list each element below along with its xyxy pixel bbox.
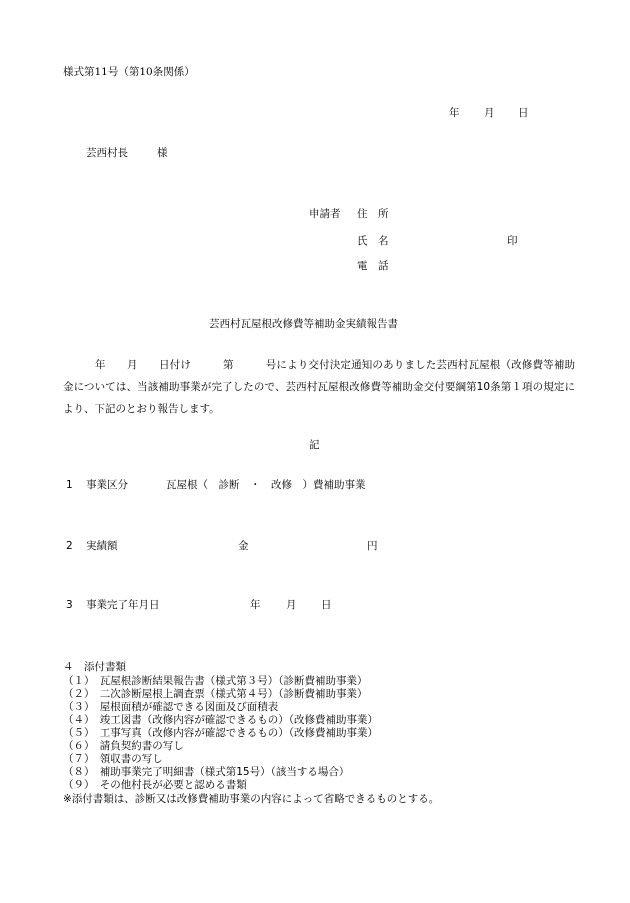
date-year: 年 bbox=[449, 107, 460, 119]
item-1-value: 瓦屋根（ 診断 ・ 改修 ）費補助事業 bbox=[166, 479, 366, 491]
body-paragraph: 年 月 日付け 第 号により交付決定通知のありました芸西村瓦屋根（改修費等補助金については、当該補助事業が完了したので、芸西村瓦屋根改修費等補助金交付要綱第10条第１項の規定により、下記のとおり報告します。 bbox=[63, 359, 575, 415]
attachment-item: （７） 領収書の写し bbox=[63, 753, 163, 765]
item-1-label: 事業区分 bbox=[86, 479, 128, 491]
attachment-item: （４） 竣工図書（改修内容が確認できるもの）（改修費補助事業） bbox=[63, 714, 378, 726]
attachment-item: （３） 屋根面積が確認できる図面及び面積表 bbox=[63, 701, 279, 713]
applicant-label: 申請者 bbox=[309, 208, 341, 220]
address-label: 住 所 bbox=[357, 208, 389, 220]
item-2-number: 2 bbox=[66, 540, 73, 552]
date-month: 月 bbox=[484, 107, 495, 119]
attachment-item: （１） 瓦屋根診断結果報告書（様式第３号）（診断費補助事業） bbox=[63, 675, 368, 687]
item-3-month: 月 bbox=[286, 599, 297, 611]
item-2-label: 実績額 bbox=[86, 540, 118, 552]
item-1-number: 1 bbox=[66, 479, 73, 491]
attachment-item: （８） 補助事業完了明細書（様式第15号）（該当する場合） bbox=[63, 766, 350, 778]
attachment-item: （６） 請負契約書の写し bbox=[63, 740, 184, 752]
attachments-note: ※添付書類は、診断又は改修費補助事業の内容によって省略できるものとする。 bbox=[63, 793, 440, 805]
attachment-item: （２） 二次診断屋根上調査票（様式第４号）（診断費補助事業） bbox=[63, 688, 368, 700]
attachment-item: （９） その他村長が必要と認める書類 bbox=[63, 779, 247, 791]
addressee-name: 芸西村長 bbox=[86, 147, 128, 159]
document-title: 芸西村瓦屋根改修費等補助金実績報告書 bbox=[209, 318, 398, 330]
addressee-honorific: 様 bbox=[157, 147, 168, 159]
item-2-kin: 金 bbox=[238, 540, 249, 552]
item-3-number: 3 bbox=[66, 599, 73, 611]
item-3-year: 年 bbox=[250, 599, 261, 611]
item-2-yen: 円 bbox=[367, 540, 378, 552]
attachment-item: （５） 工事写真（改修内容が確認できるもの）（改修費補助事業） bbox=[63, 727, 378, 739]
item-3-label: 事業完了年月日 bbox=[86, 599, 160, 611]
date-day: 日 bbox=[518, 107, 529, 119]
seal-mark: 印 bbox=[507, 235, 518, 247]
item-3-day: 日 bbox=[321, 599, 332, 611]
form-number: 様式第11号（第10条関係） bbox=[63, 66, 195, 78]
name-label: 氏 名 bbox=[357, 235, 389, 247]
attachments-heading: ４ 添付書類 bbox=[63, 661, 126, 673]
ki-heading: 記 bbox=[309, 439, 320, 451]
phone-label: 電 話 bbox=[357, 260, 389, 272]
